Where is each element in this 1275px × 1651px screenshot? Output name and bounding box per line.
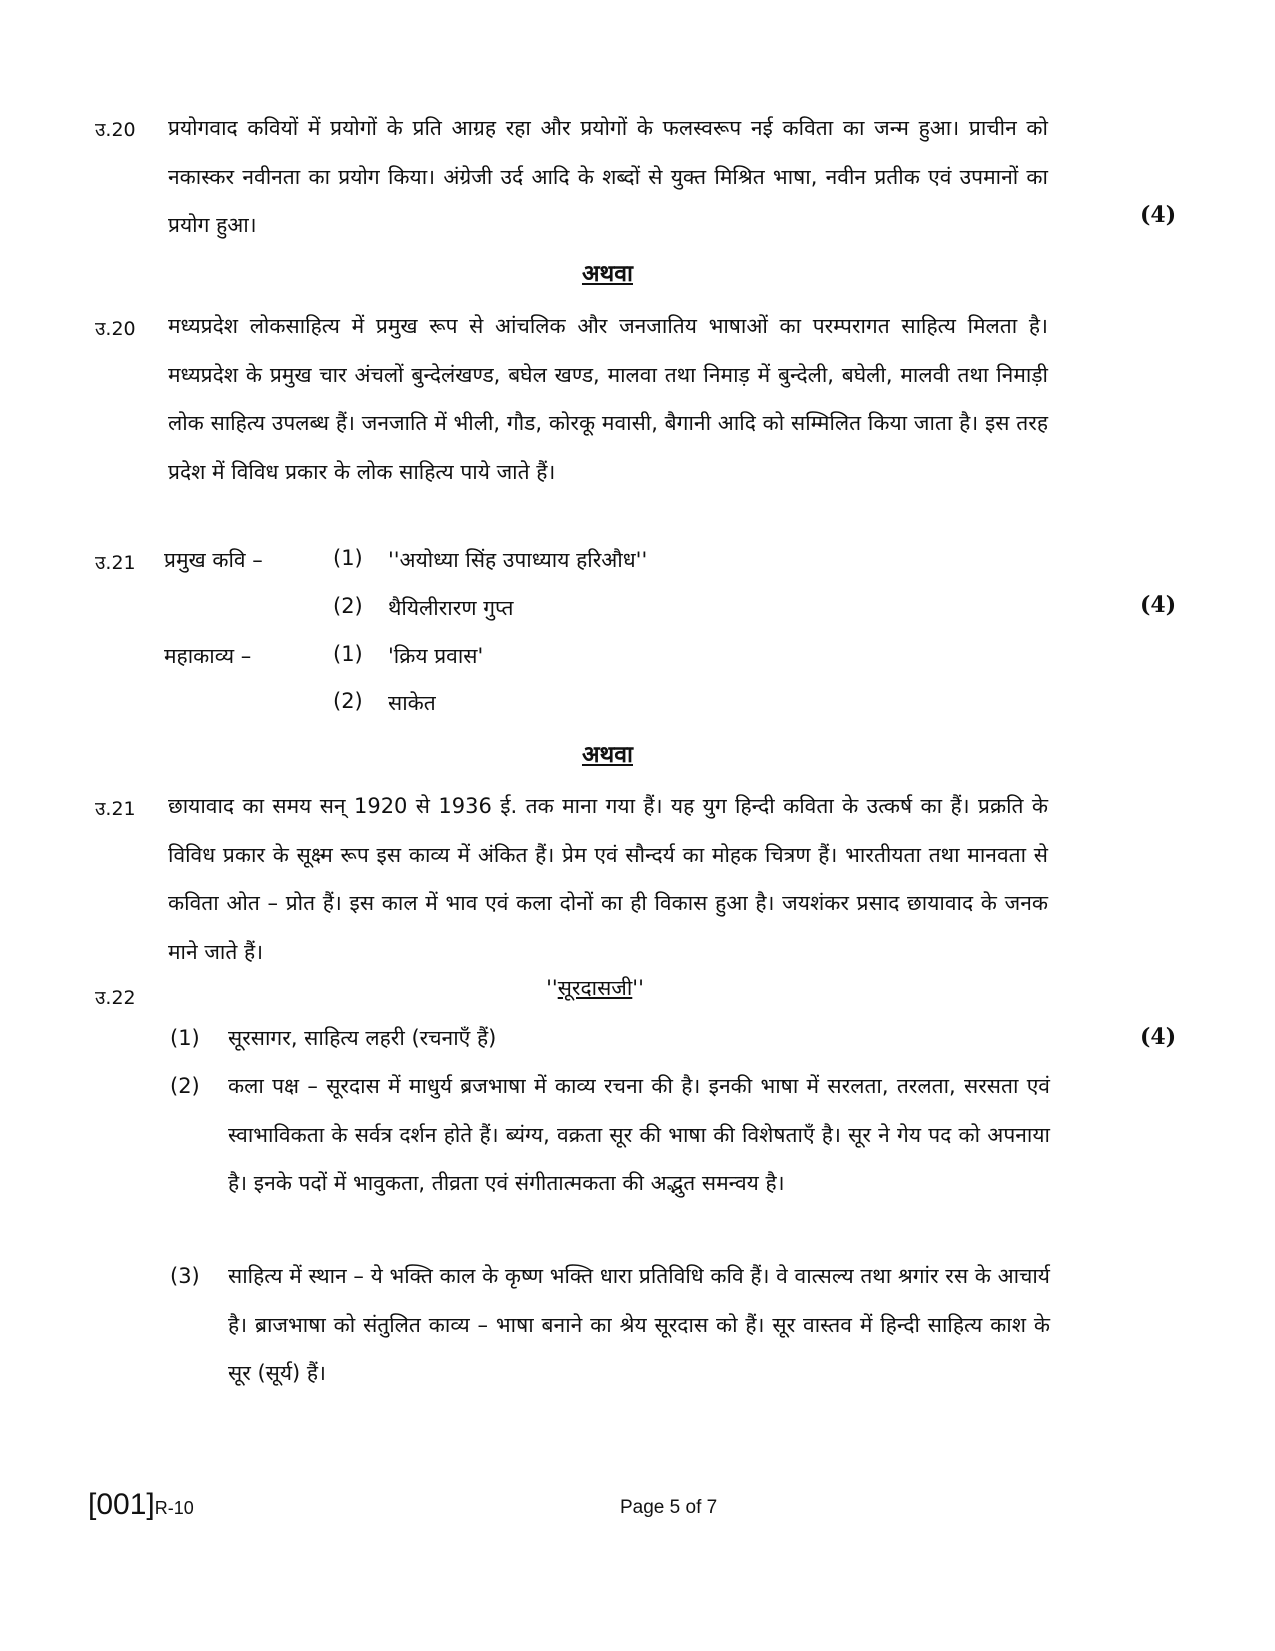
list-item	[170, 1062, 1050, 1208]
answer-paragraph: छायावाद का समय सन् 1920 से 1936 ई. तक माना गया हैं। यह युग हिन्दी कविता के उत्कर्ष का हैं। प्रक्रति के विविध प्रकार के सूक्ष्म रूप इस काव्य में अंकित हैं। प्रेम एवं सौन्दर्य का मोहक चित्रण हैं। भारतीयता तथा मानवता से कविता ओत – प्रोत हैं। इस काल में भाव एवं कला दोनों का ही विकास हुआ है। जयशंकर प्रसाद छायावाद के जनक माने जाते हैं।	[168, 794, 1048, 964]
quote-close: ''	[632, 976, 644, 1000]
item-text: कला पक्ष – सूरदास में माधुर्य ब्रजभाषा में काव्य रचना की है। इनकी भाषा में सरलता, तरलता, सरसता एवं स्वाभाविकता के सर्वत्र दर्शन होते हैं। ब्यंग्य, वक्रता सूर की भाषा की विशेषताएँ है। सूर ने गेय पद को अपनाया है। इनके पदों में भावुकता, तीव्रता एवं संगीतात्मकता की अद्भुत समन्वय है।	[228, 1074, 1050, 1195]
section-title	[0, 974, 1190, 1002]
marks-label: (4)	[1140, 1024, 1177, 1050]
quote-open: ''	[546, 976, 558, 1000]
question-number: उ.21	[95, 552, 136, 574]
paper-code-suffix: R-10	[154, 1498, 194, 1518]
marks-label: (4)	[1140, 202, 1177, 228]
item-text: साहित्य में स्थान – ये भक्ति काल के कृष्ण भक्ति धारा प्रतिविधि कवि हैं। वे वात्सल्य तथा श्रगांर रस के आचार्य है। ब्राजभाषा को संतुलित काव्य – भाषा बनाने का श्रेय सूरदास को हैं। सूर वास्तव में हिन्दी साहित्य काश के सूर (सूर्य) हैं।	[228, 1264, 1050, 1385]
or-heading: अथवा	[581, 742, 633, 768]
or-heading: अथवा	[581, 261, 633, 287]
poet-number: (2)	[333, 594, 363, 618]
question-number: उ.22	[95, 987, 136, 1009]
answer-paragraph: मध्यप्रदेश लोकसाहित्य में प्रमुख रूप से आंचलिक और जनजातिय भाषाओं का परम्परागत साहित्य मिलता है। मध्यप्रदेश के प्रमुख चार अंचलों बुन्देलंखण्ड, बघेल खण्ड, मालवा तथा निमाड़ में बुन्देली, बघेली, मालवी तथा निमाड़ी लोक साहित्य उपलब्ध हैं। जनजाति में भीली, गौड, कोरकू मवासी, बैगानी आदि को सम्मिलित किया जाता है। इस तरह प्रदेश में विविध प्रकार के लोक साहित्य पाये जाते हैं।	[168, 314, 1048, 484]
epics-label: महाकाव्य –	[164, 644, 252, 668]
question-number: उ.21	[95, 798, 136, 820]
epic-name: 'क्रिय प्रवास'	[388, 644, 484, 668]
marks-label: (4)	[1140, 592, 1177, 618]
epic-name: साकेत	[388, 691, 436, 715]
list-item	[170, 1252, 1050, 1398]
poet-number: (1)	[333, 546, 363, 570]
item-number: (1)	[170, 1026, 200, 1050]
question-number: उ.20	[95, 119, 136, 141]
epic-number: (2)	[333, 689, 363, 713]
list-item	[170, 1014, 1050, 1063]
paper-code-main: [001]	[88, 1488, 155, 1521]
page-number: Page 5 of 7	[620, 1497, 718, 1518]
section-title-text: सूरदासजी	[557, 976, 633, 1000]
item-number: (2)	[170, 1074, 200, 1098]
poet-name: थैयिलीरारण गुप्त	[388, 596, 514, 620]
poet-name: ''अयोध्या सिंह उपाध्याय हरिऔध''	[388, 548, 648, 572]
question-number: उ.20	[95, 318, 136, 340]
poets-label: प्रमुख कवि –	[164, 548, 263, 572]
epic-number: (1)	[333, 642, 363, 666]
paper-code	[88, 1488, 194, 1522]
item-number: (3)	[170, 1264, 200, 1288]
answer-paragraph: प्रयोगवाद कवियों में प्रयोगों के प्रति आग्रह रहा और प्रयोगों के फलस्वरूप नई कविता का जन्म हुआ। प्राचीन को नकास्कर नवीनता का प्रयोग किया। अंग्रेजी उर्द आदि के शब्दों से युक्त मिश्रित भाषा, नवीन प्रतीक एवं उपमानों का प्रयोग हुआ।	[168, 116, 1048, 237]
item-text: सूरसागर, साहित्य लहरी (रचनाएँ हैं)	[228, 1026, 497, 1050]
